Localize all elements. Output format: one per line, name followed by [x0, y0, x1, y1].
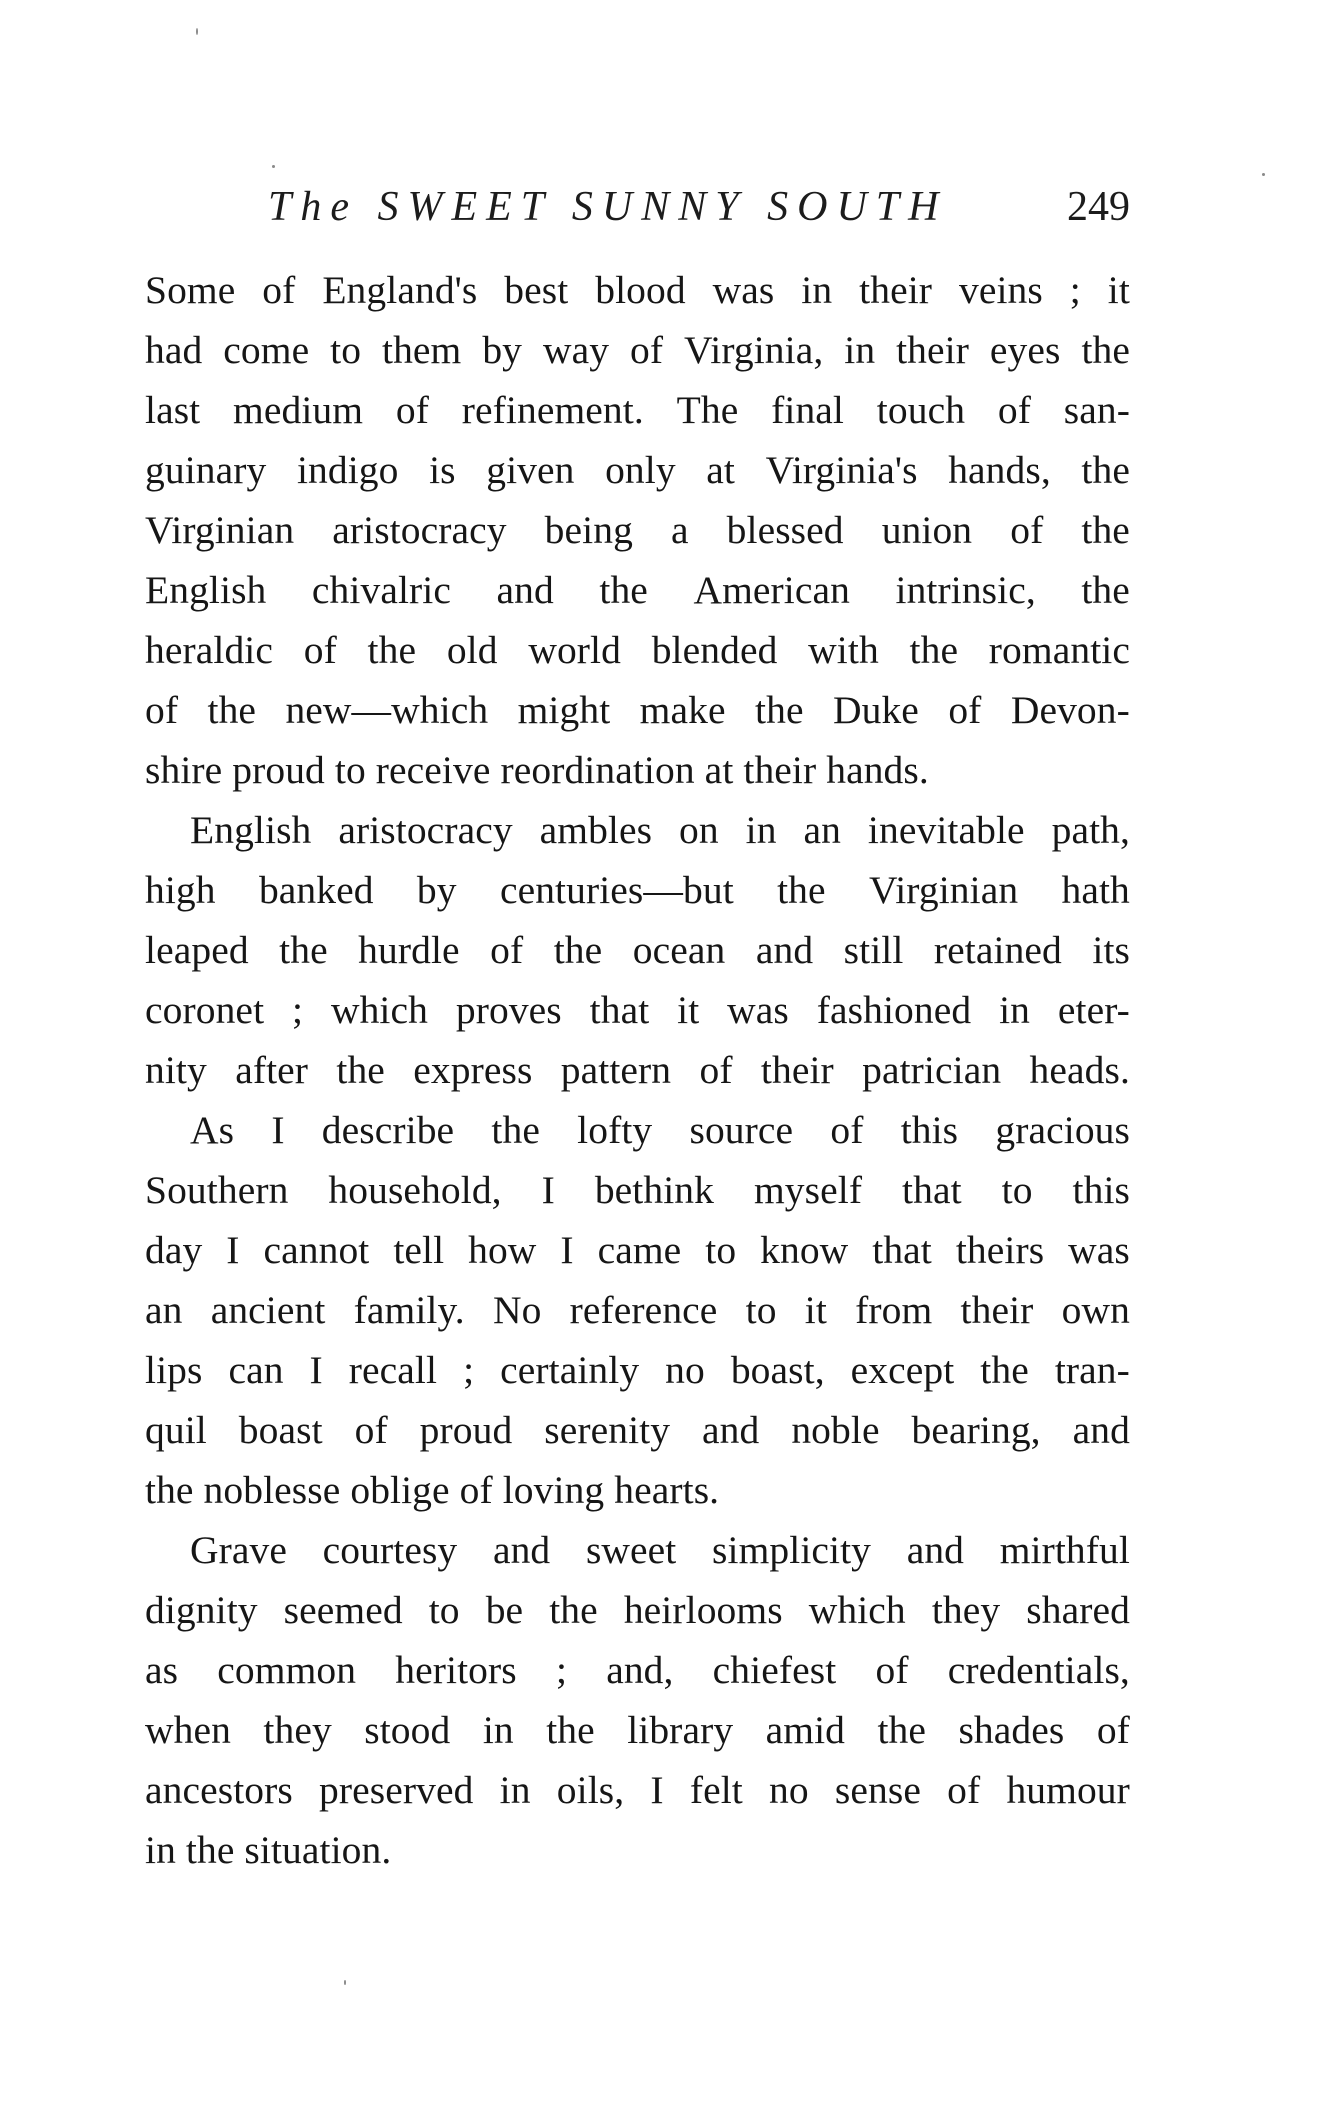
- word: English: [145, 568, 267, 612]
- word: it: [677, 988, 700, 1032]
- text-line: [145, 560, 1130, 620]
- word: they: [931, 1588, 1001, 1632]
- word: of: [303, 628, 337, 672]
- word: Duke: [832, 688, 919, 732]
- word: be: [485, 1588, 524, 1632]
- word: their: [859, 268, 933, 312]
- word: of: [1010, 508, 1044, 552]
- word: last: [145, 388, 201, 432]
- word: the: [980, 1348, 1029, 1392]
- word: at: [706, 448, 735, 492]
- word: the: [491, 1108, 540, 1152]
- word: boast,: [730, 1348, 825, 1392]
- word: Virginian: [868, 868, 1019, 912]
- word: bearing,: [911, 1408, 1041, 1452]
- word: mirthful: [999, 1528, 1130, 1572]
- word: I: [271, 1108, 285, 1152]
- text-line: [145, 500, 1130, 560]
- word: and: [702, 1408, 760, 1452]
- word: of: [830, 1108, 864, 1152]
- word: noble: [791, 1408, 880, 1452]
- word: As: [190, 1108, 235, 1152]
- word: them: [382, 328, 462, 372]
- word: England's: [322, 268, 478, 312]
- word: being: [544, 508, 633, 552]
- word: best: [504, 268, 569, 312]
- word: heirlooms: [623, 1588, 783, 1632]
- word: intrinsic,: [895, 568, 1036, 612]
- word: after: [235, 1048, 309, 1092]
- word: the: [207, 688, 257, 732]
- running-header: [268, 183, 1130, 243]
- word: stood: [364, 1708, 451, 1752]
- word: the: [755, 688, 804, 732]
- word: serenity: [544, 1408, 671, 1452]
- word: reference: [569, 1288, 718, 1332]
- word: might: [517, 688, 611, 732]
- word: of: [262, 268, 296, 312]
- text-line: [145, 800, 1130, 860]
- word: old: [446, 628, 498, 672]
- word: source: [689, 1108, 794, 1152]
- word: ;: [1069, 268, 1081, 312]
- word: gracious: [995, 1108, 1130, 1152]
- word: in: [482, 1708, 514, 1752]
- word: with: [808, 628, 879, 672]
- word: nity: [145, 1048, 207, 1092]
- text-line: [145, 380, 1130, 440]
- word: ;: [555, 1648, 568, 1692]
- word: world: [528, 628, 621, 672]
- word: was: [727, 988, 789, 1032]
- word: courtesy: [322, 1528, 458, 1572]
- word: of: [354, 1408, 388, 1452]
- word: Grave: [190, 1528, 287, 1572]
- text-line: [145, 860, 1130, 920]
- word: path,: [1051, 808, 1130, 852]
- word: the: [546, 1708, 595, 1752]
- word: that: [902, 1168, 962, 1212]
- word: blended: [651, 628, 778, 672]
- word: the: [777, 868, 826, 912]
- word: coronet: [145, 988, 265, 1032]
- word: aristocracy: [332, 508, 507, 552]
- text-line: [145, 440, 1130, 500]
- word: I: [226, 1228, 240, 1272]
- word: lofty: [577, 1108, 653, 1152]
- word: describe: [321, 1108, 455, 1152]
- word: romantic: [988, 628, 1130, 672]
- word: no: [665, 1348, 705, 1392]
- word: ;: [292, 988, 304, 1032]
- word: their: [760, 1048, 834, 1092]
- word: I: [650, 1768, 664, 1812]
- scan-speck-top: [196, 28, 198, 35]
- word: American: [693, 568, 850, 612]
- word: their: [896, 328, 969, 372]
- running-title: The SWEET SUNNY SOUTH: [268, 184, 948, 230]
- word: preserved: [319, 1768, 474, 1812]
- word: this: [1072, 1168, 1130, 1212]
- word: chivalric: [311, 568, 451, 612]
- word: when: [145, 1708, 231, 1752]
- word: touch: [876, 388, 966, 432]
- word: which: [808, 1588, 906, 1632]
- word: Southern: [145, 1168, 289, 1212]
- word: of: [948, 688, 982, 732]
- word: veins: [958, 268, 1043, 312]
- word: they: [263, 1708, 332, 1752]
- word: and: [906, 1528, 965, 1572]
- word: English: [190, 808, 312, 852]
- text-line: [145, 1520, 1130, 1580]
- word: come: [223, 328, 310, 372]
- word: this: [900, 1108, 959, 1152]
- text-line: [145, 680, 1130, 740]
- word: in: [999, 988, 1031, 1032]
- word: banked: [258, 868, 374, 912]
- word: dignity: [145, 1588, 258, 1632]
- word: refinement.: [461, 388, 644, 432]
- word: medium: [233, 388, 364, 432]
- word: humour: [1006, 1768, 1130, 1812]
- text-line: [145, 1400, 1130, 1460]
- paragraph-2: [145, 800, 1130, 1100]
- word: felt: [689, 1768, 743, 1812]
- word: lips: [145, 1348, 203, 1392]
- word: the: [877, 1708, 927, 1752]
- word: an: [145, 1288, 183, 1332]
- word: Virginian: [145, 508, 295, 552]
- word: had: [145, 328, 203, 372]
- word: I: [309, 1348, 323, 1392]
- word: in: [801, 268, 833, 312]
- word: hurdle: [358, 928, 460, 972]
- word: proves: [455, 988, 562, 1032]
- word: Virginia,: [684, 328, 824, 372]
- word: library: [627, 1708, 734, 1752]
- word: how: [468, 1228, 537, 1272]
- word: patrician: [862, 1048, 1002, 1092]
- word: eter-: [1057, 988, 1130, 1032]
- word: to: [330, 328, 362, 372]
- word: still: [843, 928, 904, 972]
- word: guinary: [145, 448, 267, 492]
- word: no: [769, 1768, 809, 1812]
- word: recall: [348, 1348, 438, 1392]
- text-line: [145, 260, 1130, 320]
- word: is: [429, 448, 456, 492]
- word: final: [771, 388, 845, 432]
- word: tell: [393, 1228, 445, 1272]
- word: to: [1001, 1168, 1033, 1212]
- word: that: [589, 988, 650, 1032]
- word: indigo: [296, 448, 399, 492]
- word: know: [760, 1228, 849, 1272]
- paragraph-4: [145, 1520, 1130, 1880]
- word: certainly: [500, 1348, 640, 1392]
- word: that: [872, 1228, 932, 1272]
- word: the: [553, 928, 603, 972]
- body-text: [145, 260, 1130, 1880]
- word: its: [1092, 928, 1130, 972]
- page-number: 249: [1067, 184, 1130, 230]
- word: the: [599, 568, 648, 612]
- scan-speck-left: [272, 165, 275, 168]
- word: of: [875, 1648, 909, 1692]
- word: way: [542, 328, 610, 372]
- word: ancient: [210, 1288, 326, 1332]
- word: was: [712, 268, 775, 312]
- word: of: [395, 388, 429, 432]
- word: ancestors: [145, 1768, 293, 1812]
- word: chiefest: [712, 1648, 837, 1692]
- word: their: [960, 1288, 1034, 1332]
- text-line: [145, 620, 1130, 680]
- word: can: [228, 1348, 284, 1392]
- word: blood: [595, 268, 686, 312]
- word: household,: [328, 1168, 502, 1212]
- word: ocean: [632, 928, 726, 972]
- word: and: [496, 568, 554, 612]
- text-line: [145, 1760, 1130, 1820]
- text-line: [145, 320, 1130, 380]
- word: was: [1068, 1228, 1130, 1272]
- word: proud: [419, 1408, 513, 1452]
- word: the: [1081, 568, 1130, 612]
- word: the: [279, 928, 328, 972]
- word: ambles: [539, 808, 653, 852]
- text-line: [145, 1640, 1130, 1700]
- word: blessed: [726, 508, 844, 552]
- word: by: [482, 328, 523, 372]
- word: to: [745, 1288, 777, 1332]
- word: aristocracy: [338, 808, 513, 852]
- word: in: [499, 1768, 531, 1812]
- word: of: [997, 388, 1031, 432]
- word: high: [145, 868, 216, 912]
- word: amid: [765, 1708, 846, 1752]
- word: hath: [1061, 868, 1130, 912]
- word: tran-: [1054, 1348, 1130, 1392]
- word: the: [336, 1048, 385, 1092]
- word: which: [330, 988, 428, 1032]
- word: and: [755, 928, 814, 972]
- word: the: [549, 1588, 598, 1632]
- text-line: in the situation.: [145, 1828, 392, 1872]
- word: eyes: [989, 328, 1061, 372]
- word: Devon-: [1010, 688, 1130, 732]
- word: to: [428, 1588, 460, 1632]
- paragraph-1: [145, 260, 1130, 800]
- word: boast: [238, 1408, 323, 1452]
- word: pattern: [560, 1048, 672, 1092]
- word: of: [947, 1768, 981, 1812]
- word: leaped: [145, 928, 249, 972]
- word: and,: [606, 1648, 674, 1692]
- paragraph-3: [145, 1100, 1130, 1520]
- word: it: [804, 1288, 827, 1332]
- word: except: [850, 1348, 955, 1392]
- word: heads.: [1029, 1048, 1130, 1092]
- word: it: [1107, 268, 1130, 312]
- word: sense: [834, 1768, 921, 1812]
- word: No: [492, 1288, 542, 1332]
- word: Virginia's: [765, 448, 918, 492]
- word: theirs: [955, 1228, 1045, 1272]
- word: the: [367, 628, 417, 672]
- word: of: [629, 328, 664, 372]
- scan-speck-bottom: [344, 1980, 346, 1985]
- word: given: [486, 448, 575, 492]
- text-line: [145, 1100, 1130, 1160]
- word: new—which: [285, 688, 489, 732]
- word: bethink: [594, 1168, 715, 1212]
- word: inevitable: [867, 808, 1025, 852]
- word: make: [639, 688, 726, 732]
- word: centuries—but: [499, 868, 734, 912]
- word: san-: [1063, 388, 1130, 432]
- text-line: the noblesse oblige of loving hearts.: [145, 1468, 720, 1512]
- word: a: [670, 508, 689, 552]
- word: of: [1096, 1708, 1130, 1752]
- word: own: [1061, 1288, 1130, 1332]
- word: day: [145, 1228, 203, 1272]
- word: I: [560, 1228, 574, 1272]
- word: seemed: [283, 1588, 403, 1632]
- word: cannot: [263, 1228, 370, 1272]
- word: I: [541, 1168, 555, 1212]
- word: as: [145, 1648, 179, 1692]
- word: myself: [753, 1168, 863, 1212]
- word: quil: [145, 1408, 207, 1452]
- word: the: [1081, 328, 1130, 372]
- word: from: [855, 1288, 933, 1332]
- word: shades: [958, 1708, 1065, 1752]
- word: and: [492, 1528, 551, 1572]
- word: retained: [933, 928, 1062, 972]
- word: in: [844, 328, 876, 372]
- text-line: [145, 1580, 1130, 1640]
- word: the: [909, 628, 959, 672]
- word: oils,: [556, 1768, 625, 1812]
- word: of: [145, 688, 179, 732]
- word: simplicity: [712, 1528, 872, 1572]
- word: Some: [145, 268, 236, 312]
- word: credentials,: [947, 1648, 1130, 1692]
- word: hands,: [948, 448, 1051, 492]
- word: only: [605, 448, 676, 492]
- word: The: [676, 388, 739, 432]
- word: came: [597, 1228, 682, 1272]
- text-line: [145, 1220, 1130, 1280]
- scan-speck-right: [1262, 173, 1265, 176]
- text-line: [145, 1340, 1130, 1400]
- text-line: [145, 1160, 1130, 1220]
- word: ;: [463, 1348, 475, 1392]
- word: and: [1072, 1408, 1130, 1452]
- word: fashioned: [816, 988, 972, 1032]
- word: heritors: [395, 1648, 517, 1692]
- text-line: [145, 980, 1130, 1040]
- text-line: [145, 920, 1130, 980]
- word: of: [699, 1048, 733, 1092]
- text-line: [145, 1700, 1130, 1760]
- word: on: [679, 808, 719, 852]
- word: an: [803, 808, 841, 852]
- word: of: [490, 928, 524, 972]
- text-line: shire proud to receive reordination at their hands.: [145, 748, 929, 792]
- word: in: [745, 808, 777, 852]
- word: heraldic: [145, 628, 273, 672]
- word: common: [217, 1648, 357, 1692]
- word: family.: [353, 1288, 465, 1332]
- word: sweet: [585, 1528, 677, 1572]
- word: shared: [1026, 1588, 1130, 1632]
- text-line: [145, 1040, 1130, 1100]
- word: the: [1081, 508, 1130, 552]
- word: by: [416, 868, 457, 912]
- word: the: [1081, 448, 1130, 492]
- word: to: [705, 1228, 737, 1272]
- text-line: [145, 1280, 1130, 1340]
- word: union: [881, 508, 973, 552]
- word: express: [413, 1048, 533, 1092]
